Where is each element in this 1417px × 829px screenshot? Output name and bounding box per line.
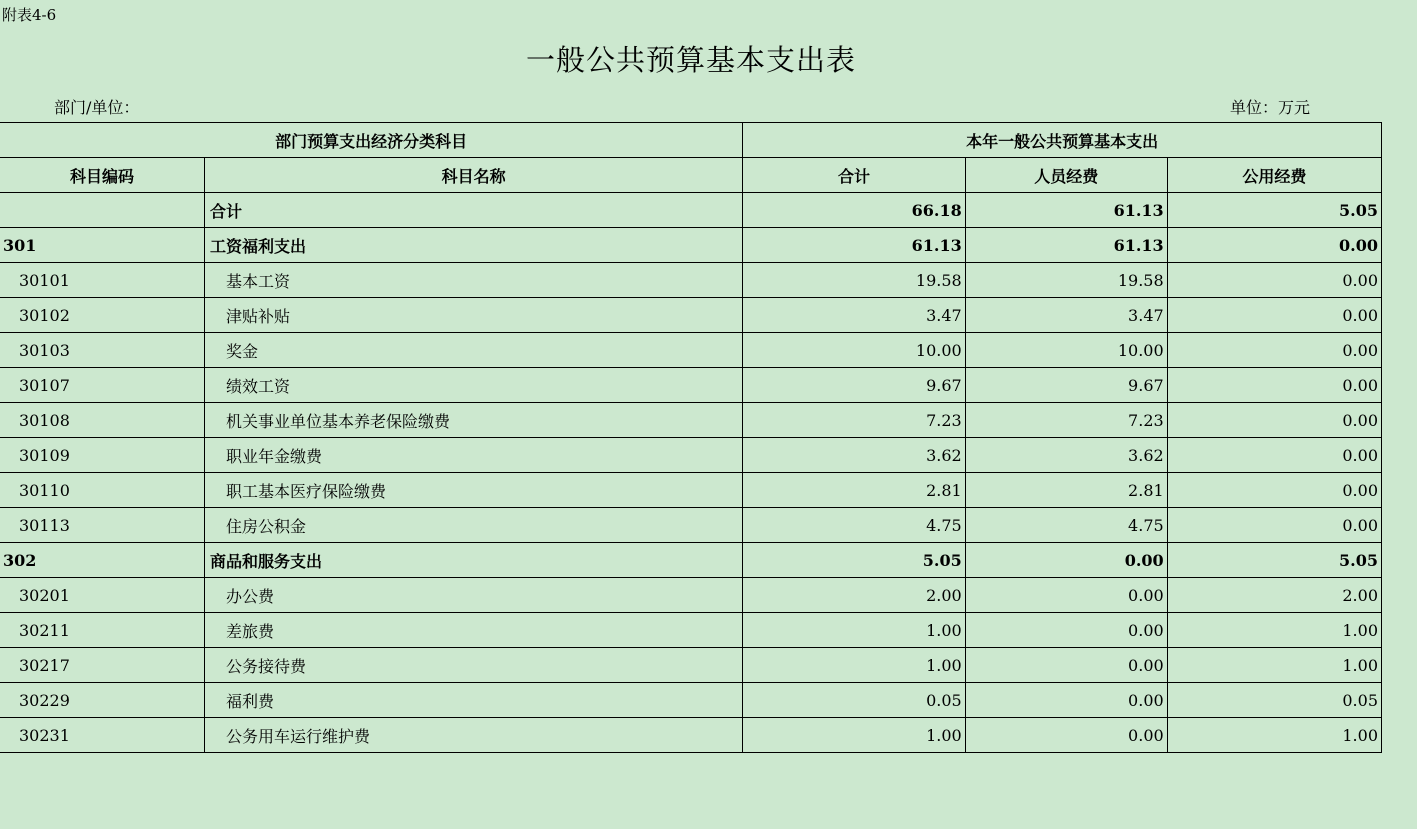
total-cell[interactable]: 9.67 [743, 368, 965, 403]
col-header-code[interactable]: 科目编码 [0, 158, 205, 193]
name-cell[interactable]: 公务用车运行维护费 [205, 718, 743, 753]
code-cell[interactable]: 30103 [0, 333, 205, 368]
name-cell[interactable]: 职工基本医疗保险缴费 [205, 473, 743, 508]
total-cell[interactable]: 61.13 [743, 228, 965, 263]
table-row [0, 403, 1382, 438]
table-row [0, 543, 1382, 578]
total-cell[interactable]: 1.00 [743, 613, 965, 648]
public-cell[interactable]: 1.00 [1167, 648, 1381, 683]
table-row [0, 193, 1382, 228]
public-cell[interactable]: 0.00 [1167, 473, 1381, 508]
total-cell[interactable]: 7.23 [743, 403, 965, 438]
personnel-cell[interactable]: 61.13 [965, 228, 1167, 263]
code-cell[interactable]: 30217 [0, 648, 205, 683]
total-cell[interactable]: 3.62 [743, 438, 965, 473]
personnel-cell[interactable]: 19.58 [965, 263, 1167, 298]
code-cell[interactable]: 302 [0, 543, 205, 578]
code-cell[interactable]: 30113 [0, 508, 205, 543]
name-cell[interactable]: 机关事业单位基本养老保险缴费 [205, 403, 743, 438]
public-cell[interactable]: 0.00 [1167, 333, 1381, 368]
public-cell[interactable]: 1.00 [1167, 613, 1381, 648]
public-cell[interactable]: 0.00 [1167, 263, 1381, 298]
column-header-row [0, 158, 1382, 193]
personnel-cell[interactable]: 0.00 [965, 683, 1167, 718]
table-row [0, 683, 1382, 718]
col-header-personnel[interactable]: 人员经费 [965, 158, 1167, 193]
public-cell[interactable]: 0.00 [1167, 228, 1381, 263]
name-cell[interactable]: 基本工资 [205, 263, 743, 298]
name-cell[interactable]: 绩效工资 [205, 368, 743, 403]
personnel-cell[interactable]: 7.23 [965, 403, 1167, 438]
dept-label: 部门/单位： [54, 98, 140, 117]
total-cell[interactable]: 10.00 [743, 333, 965, 368]
table-body [0, 193, 1382, 753]
table-row [0, 718, 1382, 753]
name-cell[interactable]: 住房公积金 [205, 508, 743, 543]
col-header-name[interactable]: 科目名称 [205, 158, 743, 193]
public-cell[interactable]: 5.05 [1167, 193, 1381, 228]
code-cell[interactable]: 30201 [0, 578, 205, 613]
code-cell[interactable]: 301 [0, 228, 205, 263]
public-cell[interactable]: 0.00 [1167, 368, 1381, 403]
name-cell[interactable]: 工资福利支出 [205, 228, 743, 263]
code-cell[interactable] [0, 193, 205, 228]
name-cell[interactable]: 津贴补贴 [205, 298, 743, 333]
group-header-row [0, 123, 1382, 158]
public-cell[interactable]: 0.00 [1167, 438, 1381, 473]
public-cell[interactable]: 5.05 [1167, 543, 1381, 578]
col-header-total[interactable]: 合计 [743, 158, 965, 193]
code-cell[interactable]: 30211 [0, 613, 205, 648]
group-header-left[interactable]: 部门预算支出经济分类科目 [0, 123, 743, 158]
table-row [0, 298, 1382, 333]
table-row [0, 473, 1382, 508]
name-cell[interactable]: 福利费 [205, 683, 743, 718]
name-cell[interactable]: 职业年金缴费 [205, 438, 743, 473]
personnel-cell[interactable]: 0.00 [965, 613, 1167, 648]
total-cell[interactable]: 3.47 [743, 298, 965, 333]
total-cell[interactable]: 1.00 [743, 718, 965, 753]
col-header-public[interactable]: 公用经费 [1167, 158, 1381, 193]
personnel-cell[interactable]: 3.47 [965, 298, 1167, 333]
table-row [0, 368, 1382, 403]
personnel-cell[interactable]: 0.00 [965, 648, 1167, 683]
name-cell[interactable]: 办公费 [205, 578, 743, 613]
personnel-cell[interactable]: 4.75 [965, 508, 1167, 543]
name-cell[interactable]: 奖金 [205, 333, 743, 368]
personnel-cell[interactable]: 2.81 [965, 473, 1167, 508]
total-cell[interactable]: 2.81 [743, 473, 965, 508]
table-row [0, 508, 1382, 543]
total-cell[interactable]: 66.18 [743, 193, 965, 228]
table-row [0, 263, 1382, 298]
personnel-cell[interactable]: 0.00 [965, 578, 1167, 613]
personnel-cell[interactable]: 3.62 [965, 438, 1167, 473]
public-cell[interactable]: 2.00 [1167, 578, 1381, 613]
code-cell[interactable]: 30110 [0, 473, 205, 508]
budget-table [0, 122, 1382, 753]
name-cell[interactable]: 合计 [205, 193, 743, 228]
personnel-cell[interactable]: 0.00 [965, 718, 1167, 753]
table-row [0, 333, 1382, 368]
table-row [0, 228, 1382, 263]
group-header-right[interactable]: 本年一般公共预算基本支出 [743, 123, 1382, 158]
table-row [0, 438, 1382, 473]
public-cell[interactable]: 0.00 [1167, 508, 1381, 543]
table-row [0, 578, 1382, 613]
page-title: 一般公共预算基本支出表 [525, 43, 856, 77]
code-cell[interactable]: 30107 [0, 368, 205, 403]
total-cell[interactable]: 19.58 [743, 263, 965, 298]
total-cell[interactable]: 1.00 [743, 648, 965, 683]
personnel-cell[interactable]: 9.67 [965, 368, 1167, 403]
total-cell[interactable]: 5.05 [743, 543, 965, 578]
code-cell[interactable]: 30231 [0, 718, 205, 753]
code-cell[interactable]: 30101 [0, 263, 205, 298]
public-cell[interactable]: 1.00 [1167, 718, 1381, 753]
code-cell[interactable]: 30229 [0, 683, 205, 718]
name-cell[interactable]: 商品和服务支出 [205, 543, 743, 578]
personnel-cell[interactable]: 0.00 [965, 543, 1167, 578]
personnel-cell[interactable]: 10.00 [965, 333, 1167, 368]
code-cell[interactable]: 30108 [0, 403, 205, 438]
unit-label: 单位：万元 [1230, 98, 1311, 117]
total-cell[interactable]: 2.00 [743, 578, 965, 613]
appendix-tag: 附表4-6 [2, 6, 57, 24]
total-cell[interactable]: 0.05 [743, 683, 965, 718]
personnel-cell[interactable]: 61.13 [965, 193, 1167, 228]
public-cell[interactable]: 0.00 [1167, 403, 1381, 438]
code-cell[interactable]: 30109 [0, 438, 205, 473]
total-cell[interactable]: 4.75 [743, 508, 965, 543]
table-row [0, 613, 1382, 648]
name-cell[interactable]: 差旅费 [205, 613, 743, 648]
public-cell[interactable]: 0.05 [1167, 683, 1381, 718]
name-cell[interactable]: 公务接待费 [205, 648, 743, 683]
code-cell[interactable]: 30102 [0, 298, 205, 333]
public-cell[interactable]: 0.00 [1167, 298, 1381, 333]
table-row [0, 648, 1382, 683]
